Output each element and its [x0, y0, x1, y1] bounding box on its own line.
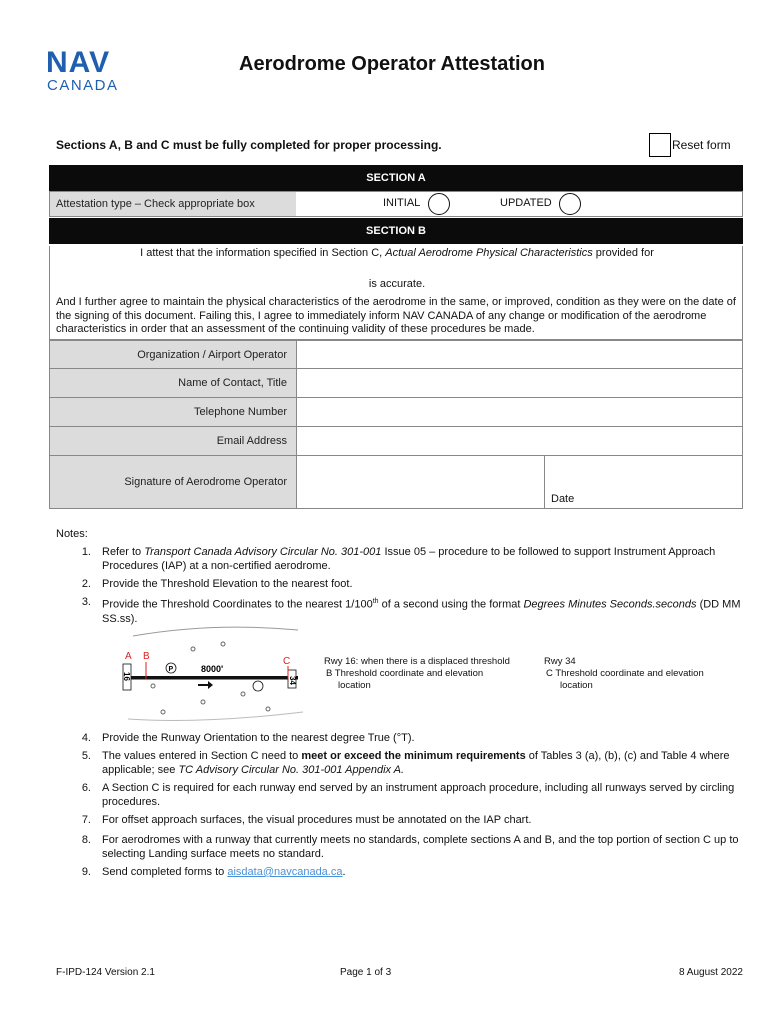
- note-9-start: Send completed forms to: [102, 866, 228, 878]
- note-text: [102, 545, 742, 573]
- note-number: 7.: [81, 814, 91, 826]
- runway-strip: [123, 676, 298, 680]
- form-id: F-IPD-124 Version 2.1: [56, 967, 155, 978]
- contact-label: Name of Contact, Title: [50, 369, 296, 397]
- note-1-start: Refer to: [102, 546, 145, 558]
- note-text: For aerodromes with a runway that currently meets no standards, complete sections A and B, and the top portion of section C up to selecting Landing surface meets no standard.: [102, 834, 739, 860]
- signature-input[interactable]: [296, 456, 543, 508]
- section-b-body: [49, 246, 743, 340]
- point-a-label: A: [125, 651, 132, 662]
- notes-title: Notes:: [56, 528, 88, 540]
- contact-input[interactable]: [296, 369, 742, 397]
- page-number: Page 1 of 3: [340, 967, 392, 978]
- organization-row: [49, 340, 743, 369]
- organization-input[interactable]: [296, 341, 742, 368]
- note-3-italic: Degrees Minutes Seconds.seconds: [523, 598, 697, 611]
- note-number: 8.: [81, 834, 91, 846]
- signature-label: Signature of Aerodrome Operator: [50, 456, 296, 508]
- instruction-text: Sections A, B and C must be fully completed for proper processing.: [56, 138, 442, 152]
- point-b-label: B: [143, 651, 150, 662]
- rwy16-b-text: B Threshold coordinate and elevation: [326, 668, 484, 679]
- updated-option-label: UPDATED: [500, 197, 552, 209]
- tree-symbol: [221, 642, 225, 646]
- note-text: A Section C is required for each runway end served by an instrument approach procedure, including all runways served by circling procedures.: [102, 782, 735, 808]
- tree-symbol: [191, 647, 195, 651]
- note-number: 6.: [81, 782, 91, 794]
- runway-end-34: 34: [288, 676, 297, 685]
- note-text: Provide the Runway Orientation to the nearest degree True (°T).: [102, 732, 415, 744]
- signature-row: [49, 456, 743, 509]
- accurate-statement: is accurate.: [368, 278, 426, 290]
- note-3-start: Provide the Threshold Coordinates to the nearest 1/100: [102, 598, 373, 611]
- telephone-label: Telephone Number: [50, 398, 296, 426]
- note-text: Provide the Threshold Elevation to the nearest foot.: [102, 578, 353, 590]
- contact-row: [49, 369, 743, 398]
- note-9-end: .: [342, 866, 346, 878]
- reset-form-checkbox[interactable]: [649, 133, 671, 157]
- parking-icon: [253, 681, 263, 691]
- agreement-paragraph: And I further agree to maintain the physical characteristics of the aerodrome in the same, or improved, condition as they were on the date of the signing of this document. Failing this, I agree to immediately inform NAV CANADA of any change or modification of the aerodrome characteristics in order that an assessment of the continuing validity of these procedures be made.: [56, 296, 736, 335]
- email-link[interactable]: aisdata@navcanada.ca: [227, 866, 343, 878]
- note-5-start: The values entered in Section C need to: [102, 750, 302, 762]
- initial-option-label: INITIAL: [383, 197, 421, 209]
- logo-canada-text: CANADA: [47, 77, 119, 94]
- email-label: Email Address: [50, 427, 296, 455]
- note-number: 9.: [81, 866, 91, 878]
- initial-radio[interactable]: [428, 193, 450, 215]
- rwy16-title: Rwy 16: when there is a displaced threshold: [324, 656, 510, 667]
- attest-text-end: provided for: [592, 247, 654, 259]
- attest-text-start: I attest that the information specified in Section C,: [140, 247, 386, 259]
- note-1-end: Issue 05 – procedure to be followed to support Instrument Approach Procedures (IAP) at a non-certified aerodrome.: [102, 546, 716, 572]
- attestation-type-label: Attestation type – Check appropriate box: [50, 192, 296, 216]
- attest-text-italic: Actual Aerodrome Physical Characteristics: [385, 247, 593, 259]
- point-c-label: C: [283, 656, 291, 667]
- note-number: 3.: [81, 596, 91, 608]
- arrow-symbol: [198, 681, 213, 689]
- note-3-sup: th: [372, 598, 379, 605]
- organization-label: Organization / Airport Operator: [50, 341, 296, 368]
- note-number: 2.: [81, 578, 91, 590]
- tree-symbol: [266, 707, 270, 711]
- rwy16-b-location: location: [338, 680, 371, 691]
- note-number: 1.: [81, 546, 91, 558]
- page-title: Aerodrome Operator Attestation: [239, 53, 545, 75]
- runway-diagram: [103, 624, 313, 724]
- attest-statement: [50, 247, 744, 259]
- note-text: For offset approach surfaces, the visual procedures must be annotated on the IAP chart.: [102, 814, 532, 826]
- telephone-row: [49, 398, 743, 427]
- parking-icon-label: P: [168, 666, 174, 673]
- taxiway-line: [133, 627, 298, 636]
- note-5-mid: of Tables 3 (a), (b), (c) and Table 4 where applicable; see: [102, 750, 730, 776]
- runway-length-label: 8000': [201, 664, 224, 674]
- date-input[interactable]: [544, 456, 742, 508]
- rwy16-caption: [324, 656, 510, 692]
- tree-symbol: [151, 684, 155, 688]
- note-5-italic: TC Advisory Circular No. 301-001 Appendix A.: [178, 764, 405, 776]
- rwy34-caption: [544, 656, 704, 692]
- boundary-line: [128, 712, 303, 720]
- date-label: Date: [551, 493, 575, 505]
- note-3-mid: of a second using the format: [378, 598, 524, 611]
- rwy34-c-location: location: [560, 680, 593, 691]
- rwy34-title: Rwy 34: [544, 656, 576, 667]
- email-row: [49, 427, 743, 456]
- logo-nav-text: NAV: [46, 46, 111, 79]
- note-text: [102, 595, 742, 626]
- section-b-header: SECTION B: [49, 218, 743, 244]
- note-1-italic: Transport Canada Advisory Circular No. 301-001: [144, 546, 382, 558]
- attestation-type-row: [49, 191, 743, 217]
- section-a-header: SECTION A: [49, 165, 743, 191]
- note-text: [102, 865, 742, 879]
- telephone-input[interactable]: [296, 398, 742, 426]
- tree-symbol: [241, 692, 245, 696]
- tree-symbol: [201, 700, 205, 704]
- note-number: 4.: [81, 732, 91, 744]
- reset-form-label: Reset form: [672, 138, 731, 152]
- note-3-end: (DD MM SS.ss).: [102, 598, 741, 625]
- tree-symbol: [161, 710, 165, 714]
- runway-end-16: 16: [122, 672, 131, 681]
- email-input[interactable]: [296, 427, 742, 455]
- note-5-bold: meet or exceed the minimum requirements: [301, 750, 526, 762]
- footer-date: 8 August 2022: [679, 967, 743, 978]
- note-number: 5.: [81, 750, 91, 762]
- updated-radio[interactable]: [559, 193, 581, 215]
- rwy34-c-text: C Threshold coordinate and elevation: [546, 668, 704, 679]
- note-text: [102, 749, 742, 777]
